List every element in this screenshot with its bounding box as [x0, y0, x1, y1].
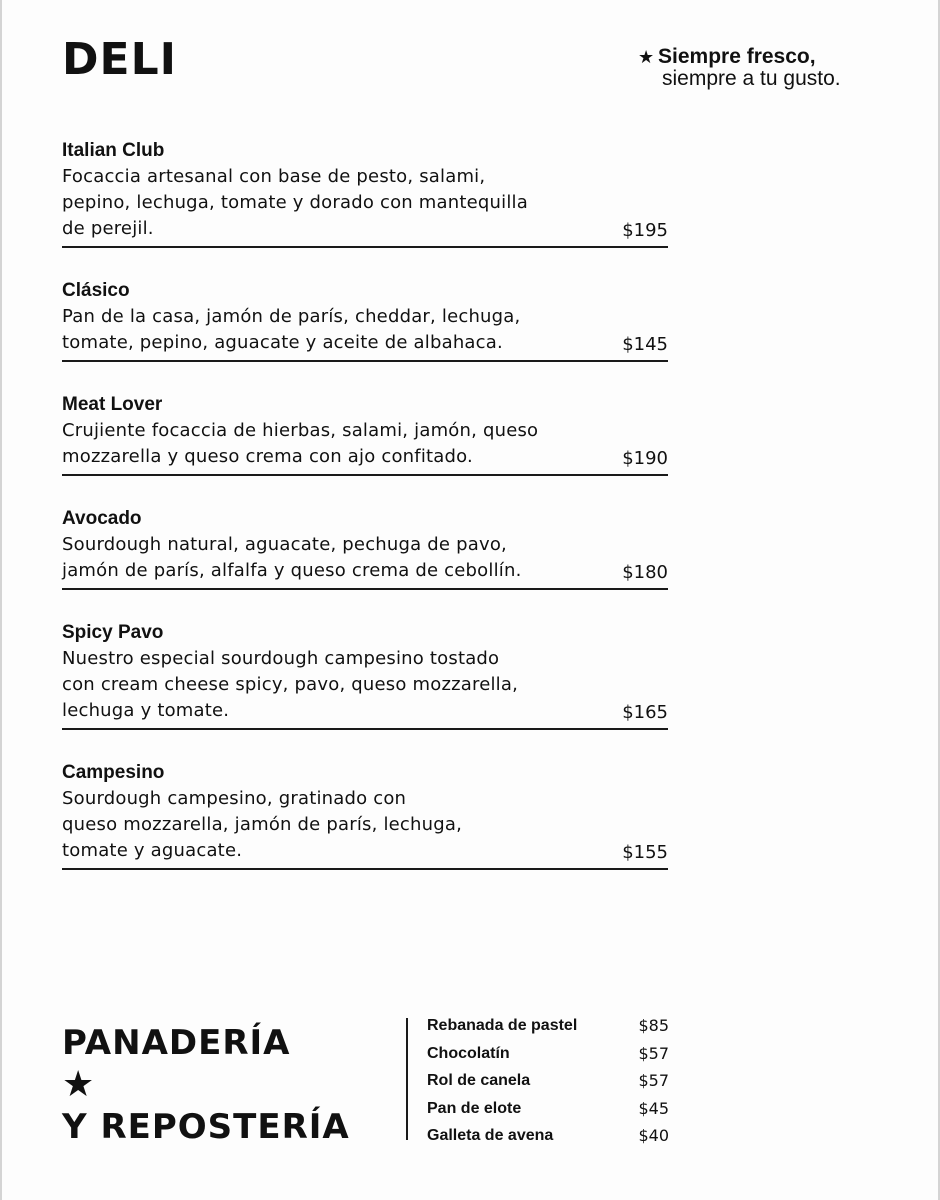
description-line: Sourdough natural, aguacate, pechuga de pavo,	[62, 534, 507, 555]
description-line: lechuga y tomate.	[62, 700, 230, 721]
tagline-line-2: siempre a tu gusto.	[662, 67, 841, 90]
menu-item-description	[62, 304, 607, 356]
description-line: Nuestro especial sourdough campesino tostado	[62, 648, 500, 669]
menu-item-name: Campesino	[62, 762, 165, 783]
menu-item-campesino	[62, 760, 668, 870]
menu-item-clasico	[62, 278, 668, 362]
bakery-divider	[406, 1018, 408, 1140]
bakery-item-price: $45	[638, 1098, 669, 1118]
menu-item-meat-lover	[62, 392, 668, 476]
menu-item-description	[62, 532, 607, 584]
bakery-title-line-2: Y REPOSTERÍA	[62, 1107, 350, 1147]
menu-item-name: Meat Lover	[62, 394, 163, 415]
bakery-item-price: $57	[638, 1043, 669, 1063]
bakery-item-price: $57	[638, 1071, 669, 1091]
menu-item-spicy-pavo	[62, 620, 668, 730]
bakery-item	[427, 1012, 669, 1040]
menu-item-name: Clásico	[62, 280, 130, 301]
bakery-item-name: Chocolatín	[427, 1044, 510, 1062]
deli-section-title: DELI	[62, 34, 177, 85]
star-icon: ★	[62, 1064, 96, 1105]
menu-item-name: Spicy Pavo	[62, 622, 164, 643]
description-line: queso mozzarella, jamón de parís, lechuga,	[62, 814, 463, 835]
bakery-item-name: Rebanada de pastel	[427, 1017, 578, 1034]
menu-item-italian-club	[62, 138, 668, 248]
bakery-item	[427, 1040, 669, 1068]
bakery-item-name: Pan de elote	[427, 1099, 522, 1117]
menu-item-price: $155	[622, 842, 668, 863]
menu-item-description	[62, 646, 607, 724]
tagline	[638, 46, 841, 90]
menu-item-price: $195	[622, 220, 668, 241]
star-icon: ★	[638, 47, 655, 67]
description-line: mozzarella y queso crema con ajo confitado.	[62, 446, 473, 467]
menu-item-description	[62, 164, 607, 242]
menu-item-name: Italian Club	[62, 140, 165, 161]
description-line: pepino, lechuga, tomate y dorado con mantequilla	[62, 192, 528, 213]
bakery-item-price: $85	[638, 1016, 669, 1035]
bakery-item	[427, 1067, 669, 1095]
description-line: tomate y aguacate.	[62, 840, 243, 861]
menu-item-price: $180	[622, 562, 668, 583]
menu-item-description	[62, 786, 607, 864]
bakery-title-text: PANADERÍA	[62, 1023, 291, 1063]
bakery-item	[427, 1095, 669, 1123]
description-line: Pan de la casa, jamón de parís, cheddar, lechuga,	[62, 306, 521, 327]
description-line: de perejil.	[62, 218, 154, 239]
description-line: Crujiente focaccia de hierbas, salami, jamón, queso	[62, 420, 539, 441]
menu-item-avocado	[62, 506, 668, 590]
page-edge-left	[0, 0, 2, 1200]
deli-menu-list	[62, 138, 668, 900]
description-line: jamón de parís, alfalfa y queso crema de cebollín.	[62, 560, 522, 581]
menu-item-price: $165	[622, 702, 668, 723]
description-line: Sourdough campesino, gratinado con	[62, 788, 407, 809]
bakery-section-title	[62, 1022, 350, 1148]
bakery-item-name: Rol de canela	[427, 1072, 531, 1090]
description-line: con cream cheese spicy, pavo, queso mozzarella,	[62, 674, 519, 695]
menu-item-price: $145	[622, 334, 668, 355]
description-line: tomate, pepino, aguacate y aceite de albahaca.	[62, 332, 503, 353]
tagline-line-1: Siempre fresco,	[658, 45, 816, 68]
bakery-price-list	[427, 1012, 669, 1150]
menu-item-description	[62, 418, 607, 470]
menu-item-name: Avocado	[62, 508, 142, 529]
menu-item-price: $190	[622, 448, 668, 469]
bakery-title-line-1	[62, 1022, 350, 1106]
bakery-item-name: Galleta de avena	[427, 1127, 554, 1145]
bakery-item-price: $40	[638, 1126, 669, 1146]
description-line: Focaccia artesanal con base de pesto, salami,	[62, 166, 486, 187]
bakery-item	[427, 1122, 669, 1150]
